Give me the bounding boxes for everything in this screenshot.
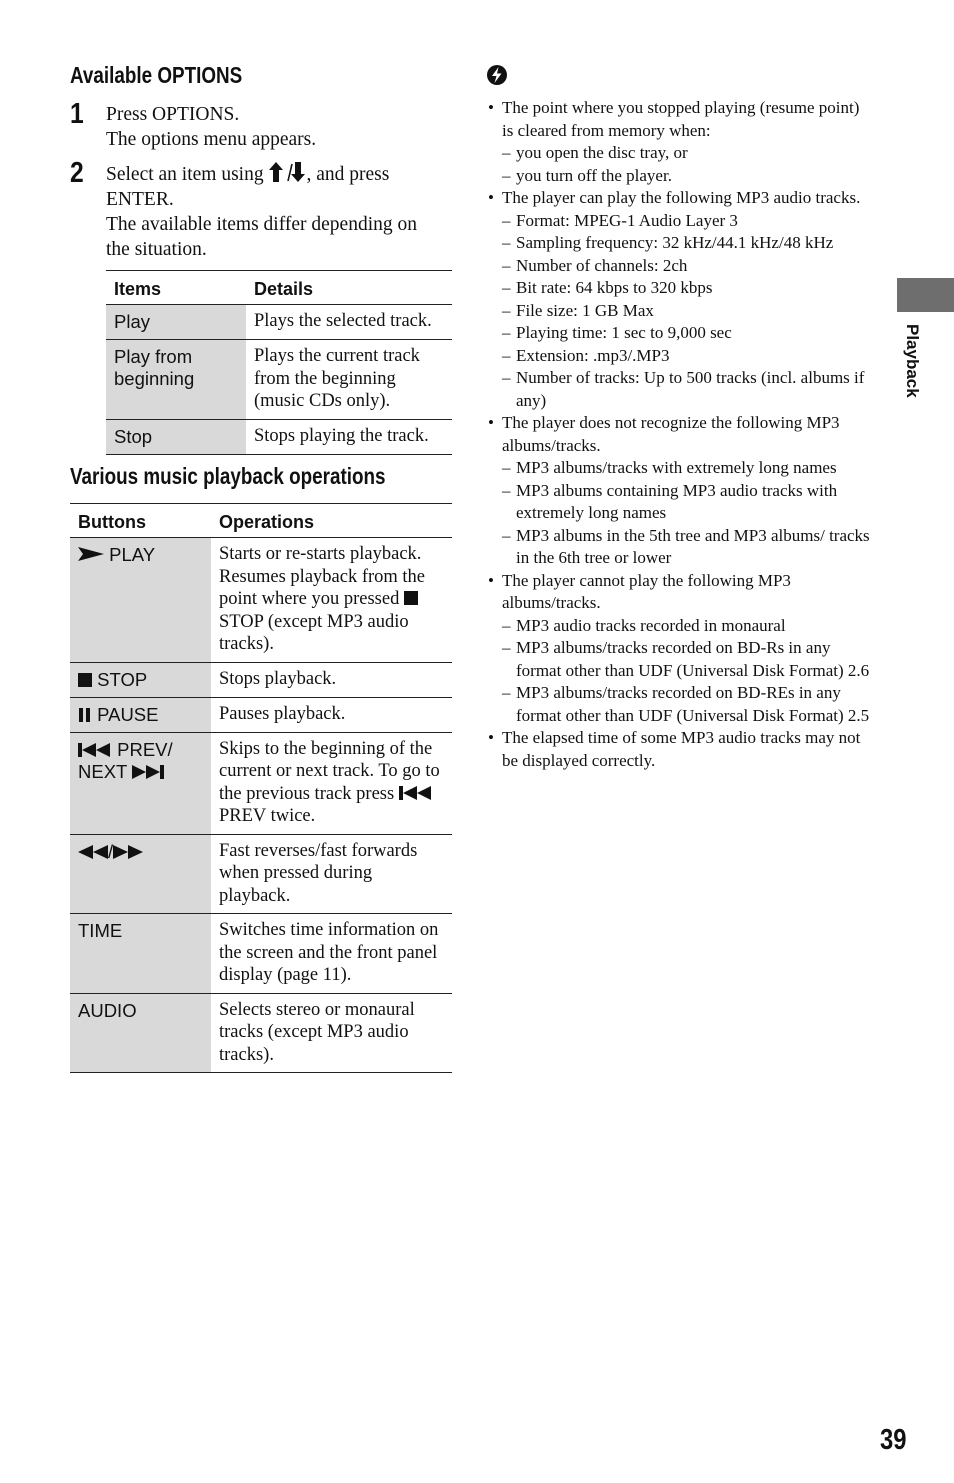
hint-note (486, 727, 871, 772)
stop-icon (404, 591, 418, 605)
hint-note-text: The elapsed time of some MP3 audio tracks may not be displayed correctly. (502, 728, 861, 770)
operation-cell: Switches time information on the screen and the front panel display (page 11). (211, 914, 452, 994)
button-cell: AUDIO (70, 993, 211, 1073)
page-number: 39 (880, 1424, 907, 1456)
column-header: Buttons (70, 504, 211, 538)
item-cell: Play from beginning (106, 340, 246, 420)
button-cell: STOP (70, 662, 211, 697)
operation-cell: Pauses playback. (211, 697, 452, 732)
button-cell: PAUSE (70, 697, 211, 732)
table-row (70, 732, 452, 834)
item-cell: Stop (106, 419, 246, 454)
bullet: • (488, 413, 494, 432)
table-row (70, 662, 452, 697)
stop-icon (78, 673, 92, 687)
hint-notes-list (486, 97, 871, 772)
hint-icon (486, 64, 508, 86)
options-table (106, 270, 452, 455)
side-tab (897, 278, 954, 312)
column-header: Operations (211, 504, 452, 538)
hint-sub-item: – Number of tracks: Up to 500 tracks (incl. albums if any) (502, 368, 865, 410)
step-1-line-2: The options menu appears. (106, 129, 317, 150)
bullet: • (488, 188, 494, 207)
prev-icon (78, 743, 112, 757)
hint-sub-item: – MP3 albums/tracks recorded on BD-REs in any format other than UDF (Universal Disk Format) 2.5 (502, 683, 870, 725)
up-down-arrows-icon (268, 161, 306, 183)
bullet: • (488, 570, 494, 590)
hint-sub-item: – MP3 audio tracks recorded in monaural (502, 615, 786, 635)
play-icon (78, 547, 104, 561)
prev-icon (399, 786, 433, 800)
table-row (106, 340, 452, 420)
hint-sub-item: – MP3 albums in the 5th tree and MP3 albums/ tracks in the 6th tree or lower (502, 525, 870, 567)
hint-sub-item: – Extension: .mp3/.MP3 (502, 345, 670, 365)
hint-sub-item: – MP3 albums/tracks with extremely long names (502, 458, 837, 477)
hint-note-text: The point where you stopped playing (resume point) is cleared from memory when: (502, 98, 860, 140)
detail-cell: Plays the selected track. (246, 305, 452, 340)
table-row (106, 305, 452, 340)
table-header-row (106, 271, 452, 305)
operation-cell: Skips to the beginning of the current or next track. To go to the previous track press PREV twice. (211, 732, 452, 834)
pause-icon (78, 708, 92, 722)
music-ops-table (70, 503, 452, 1073)
hint-note-text: The player can play the following MP3 audio tracks. (502, 188, 861, 207)
operation-cell: Fast reverses/fast forwards when pressed during playback. (211, 834, 452, 914)
hint-note-text: The player cannot play the following MP3 albums/tracks. (502, 570, 791, 612)
button-cell: TIME (70, 914, 211, 994)
operation-cell: Stops playback. (211, 662, 452, 697)
table-row (70, 697, 452, 732)
hint-sub-item: – Bit rate: 64 kbps to 320 kbps (502, 278, 713, 297)
button-cell: / (70, 834, 211, 914)
hint-sub-item: – Format: MPEG-1 Audio Layer 3 (502, 210, 738, 230)
step-2-line-4: the situation. (106, 239, 207, 260)
hint-note (486, 412, 871, 570)
table-row (70, 834, 452, 914)
hint-sub-item: – MP3 albums containing MP3 audio tracks with extremely long names (502, 480, 838, 522)
step-2-line-2: ENTER. (106, 189, 174, 210)
hint-sub-item: – Sampling frequency: 32 kHz/44.1 kHz/48 kHz (502, 233, 834, 252)
step-2-line-3: The available items differ depending on (106, 214, 417, 235)
table-row (106, 419, 452, 454)
hint-sub-item: – you open the disc tray, or (502, 143, 688, 162)
hint-sub-item: – File size: 1 GB Max (502, 300, 654, 320)
hint-note-text: The player does not recognize the following MP3 albums/tracks. (502, 413, 840, 455)
hint-sub-item: – you turn off the player. (502, 165, 672, 185)
available-options-heading: Available OPTIONS (70, 62, 243, 88)
step-number: 1 (70, 98, 84, 130)
detail-cell: Plays the current track from the beginning (music CDs only). (246, 340, 452, 420)
step-number: 2 (70, 157, 84, 189)
hint-note (486, 187, 871, 412)
table-header-row (70, 504, 452, 538)
detail-cell: Stops playing the track. (246, 419, 452, 454)
bullet: • (488, 728, 494, 747)
column-header: Items (106, 271, 246, 305)
hint-sub-item: – Number of channels: 2ch (502, 255, 688, 275)
button-cell: PREV/ NEXT (70, 732, 211, 834)
step-2-line-1: Select an item using , and press (106, 161, 456, 187)
item-cell: Play (106, 305, 246, 340)
section-label: Playback (903, 324, 922, 398)
operation-cell: Starts or re-starts playback. Resumes playback from the point where you pressed STOP (except MP3 audio tracks). (211, 538, 452, 663)
table-row (70, 993, 452, 1073)
next-icon (132, 765, 166, 779)
column-header: Details (246, 271, 452, 305)
music-ops-heading: Various music playback operations (70, 463, 386, 489)
operation-cell: Selects stereo or monaural tracks (except MP3 audio tracks). (211, 993, 452, 1073)
table-row (70, 538, 452, 663)
rewind-icon (78, 845, 108, 859)
button-cell: PLAY (70, 538, 211, 663)
bullet: • (488, 98, 494, 117)
hints-column (486, 64, 871, 772)
hint-note (486, 97, 871, 187)
fast-forward-icon (113, 845, 143, 859)
hint-note (486, 570, 871, 728)
table-row (70, 914, 452, 994)
hint-sub-item: – Playing time: 1 sec to 9,000 sec (502, 323, 732, 342)
step-1-line-1: Press OPTIONS. (106, 104, 240, 125)
hint-sub-item: – MP3 albums/tracks recorded on BD-Rs in any format other than UDF (Universal Disk Format) 2.6 (502, 638, 870, 680)
